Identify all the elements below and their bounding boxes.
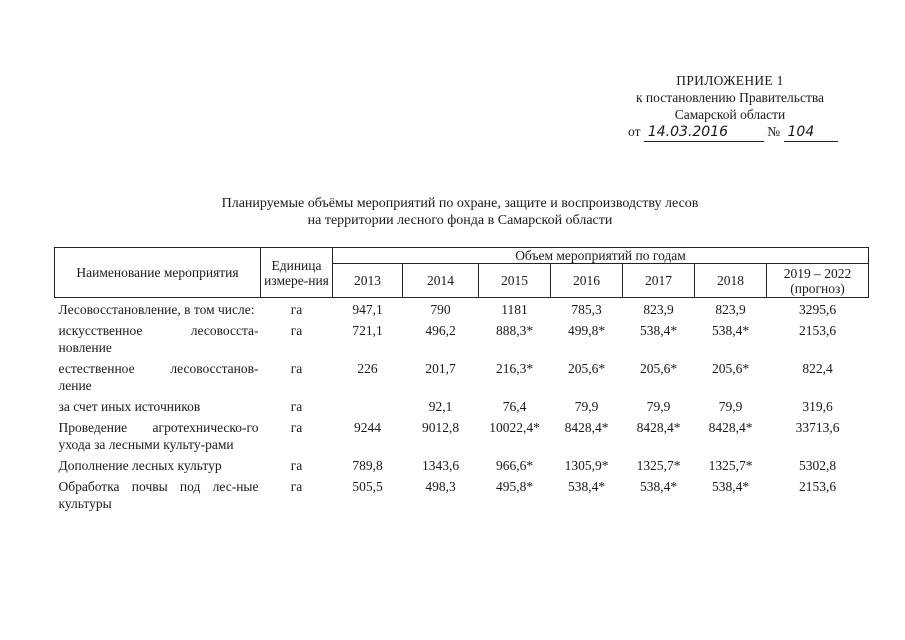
row-unit: га: [290, 361, 303, 376]
from-label: от: [628, 124, 641, 139]
cell-value: 5302,8: [798, 458, 837, 473]
cell-value: 498,3: [425, 479, 456, 494]
table-row: [55, 398, 869, 419]
cell-value: 538,4*: [711, 323, 750, 338]
cell-value: 79,9: [646, 399, 671, 414]
number-label: №: [767, 124, 781, 139]
plan-table: [54, 247, 869, 516]
cell-value: 966,6*: [495, 458, 534, 473]
table-row: [55, 360, 869, 398]
header-year: 2015: [479, 264, 551, 298]
cell-value: 785,3: [571, 302, 602, 317]
row-unit: га: [290, 420, 303, 435]
cell-value: 495,8*: [495, 479, 534, 494]
cell-value: 9244: [354, 420, 381, 435]
cell-value: 538,4*: [567, 479, 606, 494]
appendix-block: [600, 72, 860, 142]
header-year: 2013: [333, 264, 403, 298]
cell-value: 3295,6: [798, 302, 837, 317]
cell-value: 1325,7*: [636, 458, 681, 473]
cell-value: 947,1: [352, 302, 383, 317]
row-name: Обработка почвы под лес-ные культуры: [58, 479, 259, 511]
cell-value: 496,2: [425, 323, 456, 338]
cell-value: 538,4*: [639, 323, 678, 338]
heading-line-2: на территории лесного фонда в Самарской области: [307, 213, 613, 228]
header-name: Наименование мероприятия: [55, 248, 261, 298]
cell-value: 789,8: [352, 458, 383, 473]
row-unit: га: [290, 323, 303, 338]
table-row: [55, 298, 869, 323]
table-row: [55, 322, 869, 360]
cell-value: 1305,9*: [564, 458, 609, 473]
cell-value: 79,9: [574, 399, 599, 414]
row-name: Проведение агротехническо-го ухода за лесными культу-рами: [58, 420, 259, 452]
cell-value: 505,5: [352, 479, 383, 494]
cell-value: 10022,4*: [489, 420, 540, 435]
row-unit: га: [290, 399, 303, 414]
cell-value: 79,9: [718, 399, 743, 414]
cell-value: 888,3*: [495, 323, 534, 338]
row-name: искусственное лесовосста-новление: [58, 323, 259, 355]
row-name: Лесовосстановление, в том числе:: [58, 302, 255, 317]
header-year: 2017: [623, 264, 695, 298]
cell-value: 538,4*: [711, 479, 750, 494]
cell-value: 721,1: [352, 323, 383, 338]
header-year: 2018: [695, 264, 767, 298]
header-year-forecast: 2019 – 2022 (прогноз): [767, 264, 869, 298]
cell-value: 226: [357, 361, 378, 376]
appendix-line-1: к постановлению Правительства: [635, 90, 825, 105]
row-name: за счет иных источников: [58, 399, 201, 414]
cell-value: 9012,8: [421, 420, 460, 435]
cell-value: 8428,4*: [564, 420, 609, 435]
cell-value: 8428,4*: [708, 420, 753, 435]
header-year: 2016: [551, 264, 623, 298]
table-row: [55, 457, 869, 478]
cell-value: 205,6*: [711, 361, 750, 376]
cell-value: 205,6*: [567, 361, 606, 376]
handwritten-number: 104: [784, 124, 838, 142]
row-unit: га: [290, 458, 303, 473]
cell-value: 822,4: [802, 361, 833, 376]
document-heading: [150, 195, 770, 229]
cell-value: 790: [430, 302, 451, 317]
row-name: Дополнение лесных культур: [58, 458, 222, 473]
cell-value: [333, 398, 403, 419]
cell-value: 499,8*: [567, 323, 606, 338]
cell-value: 216,3*: [495, 361, 534, 376]
cell-value: 8428,4*: [636, 420, 681, 435]
cell-value: 1181: [501, 302, 528, 317]
appendix-title: ПРИЛОЖЕНИЕ 1: [676, 73, 784, 88]
cell-value: 823,9: [643, 302, 674, 317]
row-name: естественное лесовосстанов-ление: [58, 361, 259, 393]
header-unit: Единица измере-ния: [261, 248, 333, 298]
header-year: 2014: [403, 264, 479, 298]
cell-value: 2153,6: [798, 479, 837, 494]
table-row: [55, 478, 869, 516]
table-row: [55, 419, 869, 457]
cell-value: 823,9: [715, 302, 746, 317]
cell-value: 201,7: [425, 361, 456, 376]
appendix-date-row: [600, 123, 860, 142]
appendix-line-2: Самарской области: [674, 107, 786, 122]
handwritten-date: 14.03.2016: [644, 124, 764, 142]
heading-line-1: Планируемые объёмы мероприятий по охране, защите и воспроизводству лесов: [221, 196, 699, 211]
cell-value: 319,6: [802, 399, 833, 414]
cell-value: 1343,6: [421, 458, 460, 473]
cell-value: 76,4: [502, 399, 527, 414]
cell-value: 33713,6: [795, 420, 840, 435]
cell-value: 92,1: [428, 399, 453, 414]
cell-value: 205,6*: [639, 361, 678, 376]
header-group: Объем мероприятий по годам: [333, 248, 869, 264]
cell-value: 1325,7*: [708, 458, 753, 473]
row-unit: га: [290, 479, 303, 494]
cell-value: 2153,6: [798, 323, 837, 338]
row-unit: га: [290, 302, 303, 317]
cell-value: 538,4*: [639, 479, 678, 494]
